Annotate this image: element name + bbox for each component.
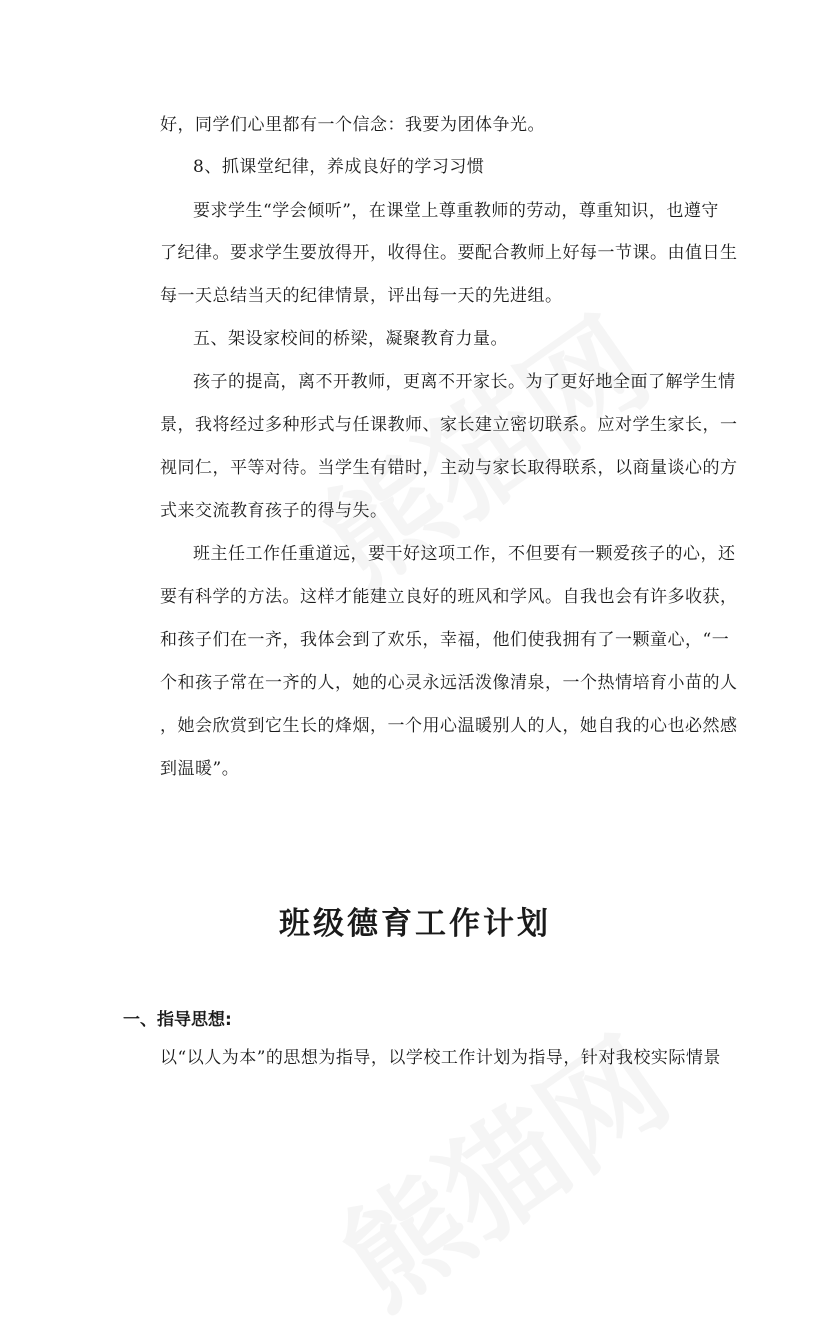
- body-line: 要求学生“学会倾听”，在课堂上尊重教师的劳动，尊重知识，也遵守: [193, 201, 719, 221]
- body-line: 和孩子们在一齐，我体会到了欢乐，幸福，他们使我拥有了一颗童心，“一: [160, 630, 730, 650]
- body-line: 了纪律。要求学生要放得开，收得住。要配合教师上好每一节课。由值日生: [160, 243, 738, 263]
- watermark: [283, 272, 677, 619]
- body-line: 式来交流教育孩子的得与失。: [160, 501, 388, 521]
- body-line: 五、架设家校间的桥梁，凝聚教育力量。: [193, 329, 508, 349]
- body-line: 景，我将经过多种形式与任课教师、家长建立密切联系。应对学生家长，一: [160, 415, 738, 435]
- body-line: 要有科学的方法。这样才能建立良好的班风和学风。自我也会有许多收获，: [160, 587, 738, 607]
- body-line: 到温暖”。: [160, 759, 240, 779]
- body-line: 个和孩子常在一齐的人，她的心灵永远活泼像清泉，一个热情培育小苗的人: [160, 673, 738, 693]
- body-line: 以“以人为本”的思想为指导，以学校工作计划为指导，针对我校实际情景: [160, 1048, 721, 1068]
- body-line: 好，同学们心里都有一个信念：我要为团体争光。: [160, 115, 545, 135]
- body-line: 班主任工作任重道远，要干好这项工作，不但要有一颗爱孩子的心，还: [193, 544, 736, 564]
- body-line: 每一天总结当天的纪律情景，评出每一天的先进组。: [160, 286, 563, 306]
- body-line: 视同仁，平等对待。当学生有错时，主动与家长取得联系，以商量谈心的方: [160, 458, 738, 478]
- body-line: 孩子的提高，离不开教师，更离不开家长。为了更好地全面了解学生情: [193, 372, 736, 392]
- body-line: ，她会欣赏到它生长的烽烟，一个用心温暖别人的人，她自我的心也必然感: [160, 716, 738, 736]
- section-heading: 一、指导思想:: [123, 1010, 232, 1030]
- document-title: 班级德育工作计划: [279, 906, 551, 942]
- watermark: [303, 992, 697, 1339]
- body-line: 8、抓课堂纪律，养成良好的学习习惯: [193, 157, 485, 177]
